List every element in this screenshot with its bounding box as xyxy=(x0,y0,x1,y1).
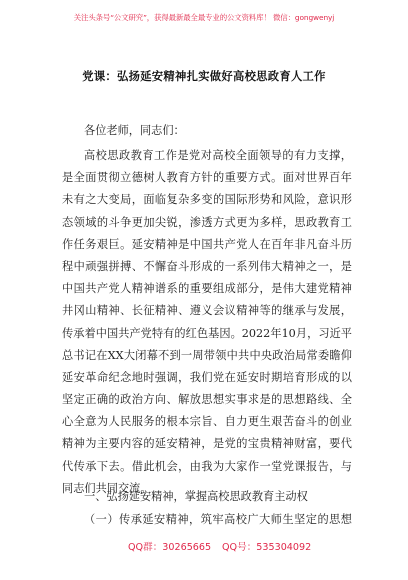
paragraph-line: 作任务艰巨。延安精神是中国共产党人在百年非凡奋斗历 xyxy=(62,237,352,251)
paragraph-line: 中国共产党人精神谱系的重要组成部分，是伟大建党精神 xyxy=(62,282,352,296)
document-title: 党课：弘扬延安精神扎实做好高校思政育人工作 xyxy=(82,70,326,83)
body-paragraph xyxy=(62,145,352,500)
paragraph-line: 总书记在XX大闭幕不到一周带领中共中央政治局常委瞻仰 xyxy=(62,348,352,362)
paragraph-line: 态领域的斗争更加尖锐，渗透方式更为多样，思政教育工 xyxy=(62,215,352,229)
paragraph-line: 心全意为人民服务的根本宗旨、自力更生艰苦奋斗的创业 xyxy=(62,415,352,429)
paragraph-line: 坚定正确的政治方向、解放思想实事求是的思想路线、全 xyxy=(62,393,352,407)
paragraph-line: 传承着中国共产党特有的红色基因。2022年10月，习近平 xyxy=(62,326,352,340)
section-heading: 一、弘扬延安精神，掌握高校思政教育主动权 xyxy=(84,490,308,503)
subsection-heading: （一）传承延安精神，筑牢高校广大师生坚定的思想 xyxy=(84,513,352,526)
paragraph-line: 井冈山精神、长征精神、遵义会议精神等的继承与发展， xyxy=(62,304,352,318)
paragraph-line: 是全面贯彻立德树人教育方针的重要方式。面对世界百年 xyxy=(62,171,352,185)
paragraph-line: 延安革命纪念地时强调，我们党在延安时期培育形成的以 xyxy=(62,370,352,384)
paragraph-line: 程中顽强拼搏、不懈奋斗形成的一系列伟大精神之一，是 xyxy=(62,259,352,273)
paragraph-line: 代传承下去。借此机会，由我为大家作一堂党课报告，与 xyxy=(62,459,352,473)
paragraph-line: 高校思政教育工作是党对高校全面领导的有力支撑， xyxy=(84,149,352,162)
paragraph-line: 精神为主要内容的延安精神，是党的宝贵精神财富，要代 xyxy=(62,437,352,451)
qq-number-text: QQ号：535304092 xyxy=(222,542,312,553)
salutation: 各位老师，同志们： xyxy=(84,124,185,137)
paragraph-line: 同志们共同交流。 xyxy=(62,481,152,495)
paragraph-line: 未有之大变局，面临复杂多变的国际形势和风险，意识形 xyxy=(62,193,352,207)
header-notice: 关注头条号“公文研究”，获得最新最全最专业的公文资料库！ 微信：gongwenyj xyxy=(73,13,335,22)
qq-group-text: QQ群：30265665 xyxy=(128,542,212,553)
